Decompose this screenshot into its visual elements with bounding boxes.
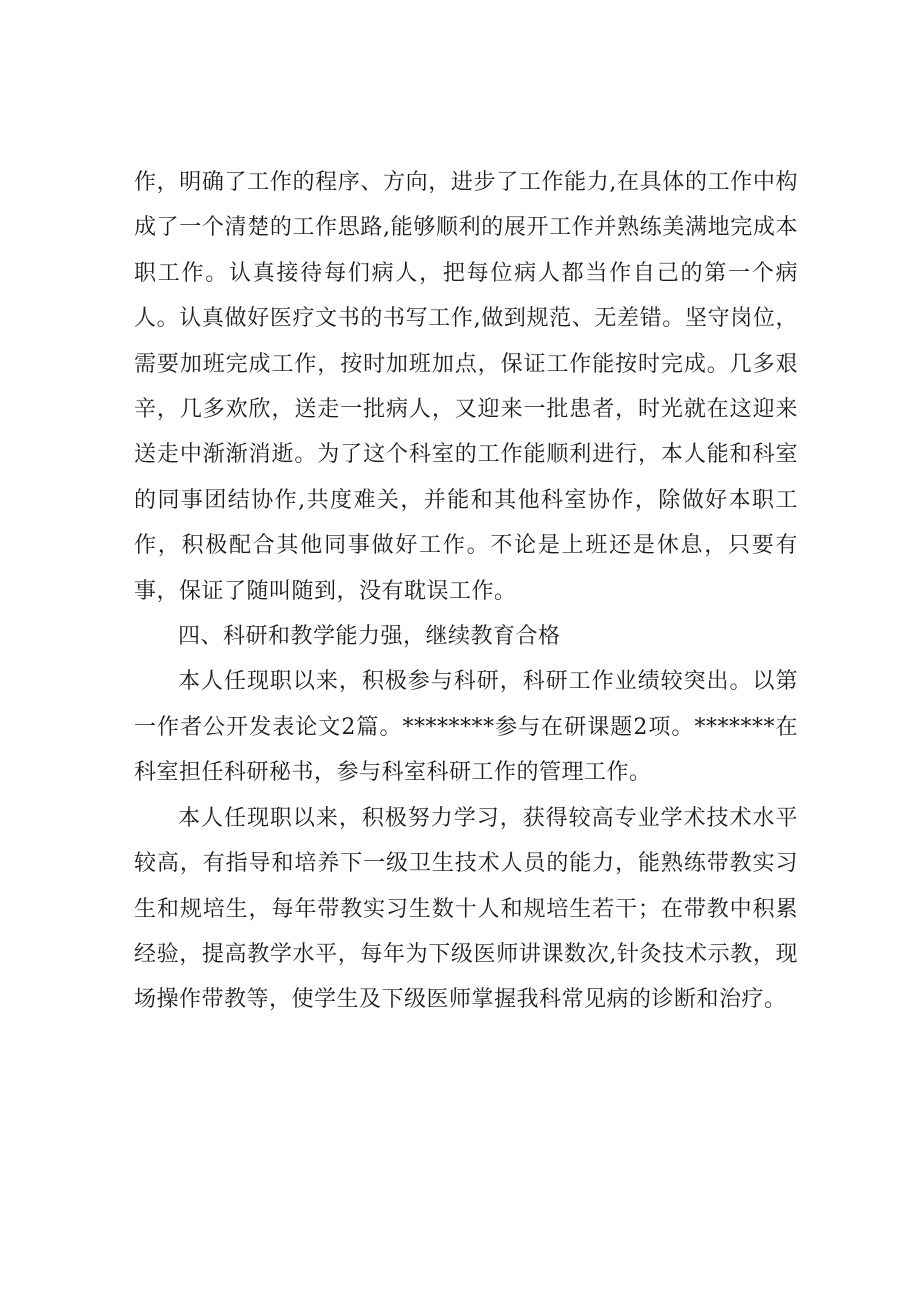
paragraph-research: 本人任现职以来，积极参与科研，科研工作业绩较突出。以第一作者公开发表论文2篇。********参与在研课题2项。*******在科室担任科研秘书，参与科室科研工作的管理工作。 (134, 669, 798, 786)
paragraph-teaching: 本人任现职以来，积极努力学习，获得较高专业学术技术水平较高，有指导和培养下一级卫生技术人员的能力，能熟练带教实习生和规培生，每年带教实习生数十人和规培生若干；在带教中积累经验，提高教学水平，每年为下级医师讲课数次,针灸技术示教，现场操作带教等，使学生及下级医师掌握我科常见病的诊断和治疗。 (134, 805, 798, 1013)
section-heading-research-teaching: 四、科研和教学能力强，继续教育合格 (178, 624, 561, 650)
document-body (134, 160, 798, 1023)
paragraph-work-summary: 作，明确了工作的程序、方向，进步了工作能力,在具体的工作中构成了一个清楚的工作思路,能够顺利的展开工作并熟练美满地完成本职工作。认真接待每们病人，把每位病人都当作自己的第一个病人。认真做好医疗文书的书写工作,做到规范、无差错。坚守岗位，需要加班完成工作，按时加班加点，保证工作能按时完成。几多艰辛，几多欢欣，送走一批病人，又迎来一批患者，时光就在这迎来送走中渐渐消逝。为了这个科室的工作能顺利进行，本人能和科室的同事团结协作,共度难关，并能和其他科室协作，除做好本职工作，积极配合其他同事做好工作。不论是上班还是休息，只要有事，保证了随叫随到，没有耽误工作。 (134, 170, 798, 604)
